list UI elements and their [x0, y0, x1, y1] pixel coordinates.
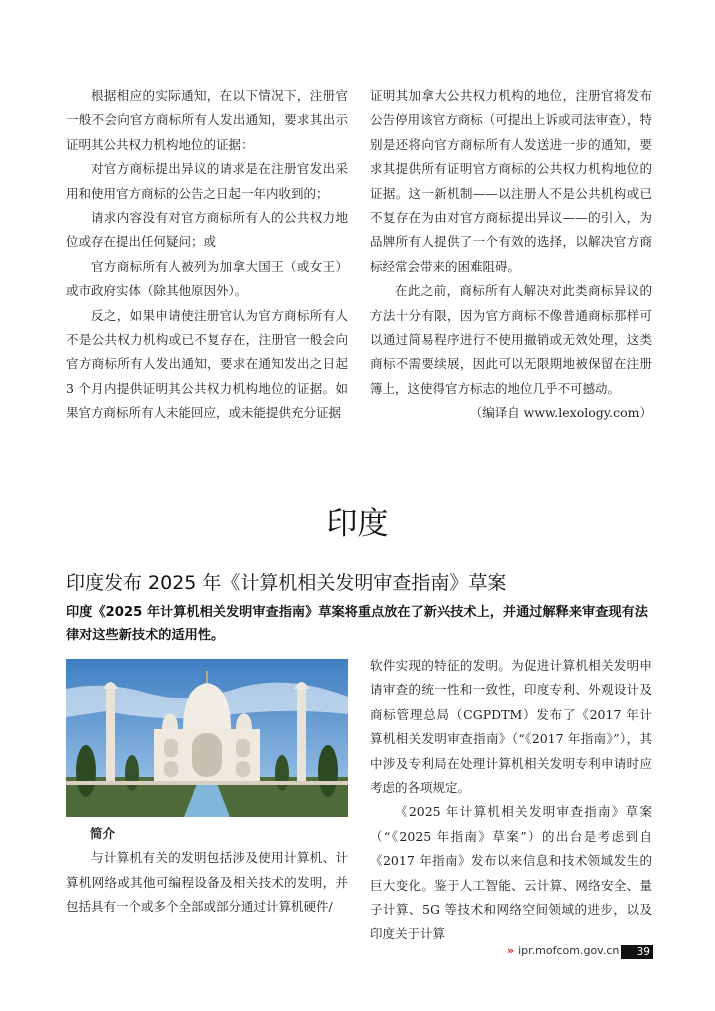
article-lead: 印度《2025 年计算机相关发明审查指南》草案将重点放在了新兴技术上，并通过解释来审查现有法律对这些新技术的适用性。	[66, 605, 648, 643]
source-credit: （编译自 www.lexology.com）	[469, 405, 652, 421]
page-number: 39	[621, 945, 653, 959]
paragraph: 官方商标所有人被列为加拿大国王（或女王）或市政府实体（除其他原因外）。	[66, 258, 348, 299]
top-left-column	[66, 84, 348, 426]
paragraph: 请求内容没有对官方商标所有人的公共权力地位或存在提出任何疑问；或	[66, 210, 348, 250]
paragraph: 《2025 年计算机相关发明审查指南》草案（“《2025 年指南》草案”）的出台是考虑到自《2017 年指南》发布以来信息和技术领域发生的巨大变化。鉴于人工智能、云计算、网络安全、量子计算、5G 等技术和网络空间领域的进步，以及印度关于计算	[370, 804, 652, 942]
section-title: 印度	[326, 506, 389, 542]
paragraph: 对官方商标提出异议的请求是在注册官发出采用和使用官方商标的公告之日起一年内收到的；	[66, 161, 348, 201]
paragraph: 软件实现的特征的发明。为促进计算机相关发明申请审查的统一性和一致性，印度专利、外观设计及商标管理总局（CGPDTM）发布了《2017 年计算机相关发明审查指南》（“《2017 年指南》”），其中涉及专利局在处理计算机相关发明专利申请时应考虑的各项规定。	[370, 658, 652, 796]
intro-heading: 简介	[90, 826, 116, 841]
footer-site-url[interactable]: ipr.mofcom.gov.cn	[518, 944, 620, 957]
paragraph: 反之，如果申请使注册官认为官方商标所有人不是公共权力机构或已不复存在，注册官一般会向官方商标所有人发出通知，要求在通知发出之日起 3 个月内提供证明其公共权力机构地位的证据。如果官方商标所有人未能回应，或未能提供充分证据	[66, 307, 348, 421]
article-title: 印度发布 2025 年《计算机相关发明审查指南》草案	[66, 572, 507, 594]
double-chevron-right-icon: »	[507, 944, 515, 957]
paragraph: 与计算机有关的发明包括涉及使用计算机、计算机网络或其他可编程设备及相关技术的发明，并包括具有一个或多个全部或部分通过计算机硬件/	[66, 850, 348, 915]
taj-mahal-photo	[66, 659, 348, 817]
footer-site[interactable]	[507, 944, 619, 957]
bottom-right-column	[370, 654, 652, 947]
paragraph: 证明其加拿大公共权力机构的地位，注册官将发布公告停用该官方商标（可提出上诉或司法审查），特别是还将向官方商标所有人发送进一步的通知，要求其提供所有证明官方商标的公共权力机构地位的证据。这一新机制——以注册人不是公共机构或已不复存在为由对官方商标提出异议——的引入，为品牌所有人提供了一个有效的选择，以解决官方商标经常会带来的困难阻碍。	[370, 88, 652, 274]
paragraph: 根据相应的实际通知，在以下情况下，注册官一般不会向官方商标所有人发出通知，要求其出示证明其公共权力机构地位的证据：	[66, 88, 348, 152]
bottom-left-body	[66, 846, 348, 919]
bottom-left-column	[66, 822, 348, 920]
paragraph: 在此之前，商标所有人解决对此类商标异议的方法十分有限，因为官方商标不像普通商标那样可以通过简易程序进行不使用撤销或无效处理，这类商标不需要续展，因此可以无限期地被保留在注册簿上，这使得官方标志的地位几乎不可撼动。	[370, 283, 652, 396]
top-right-column	[370, 84, 652, 426]
